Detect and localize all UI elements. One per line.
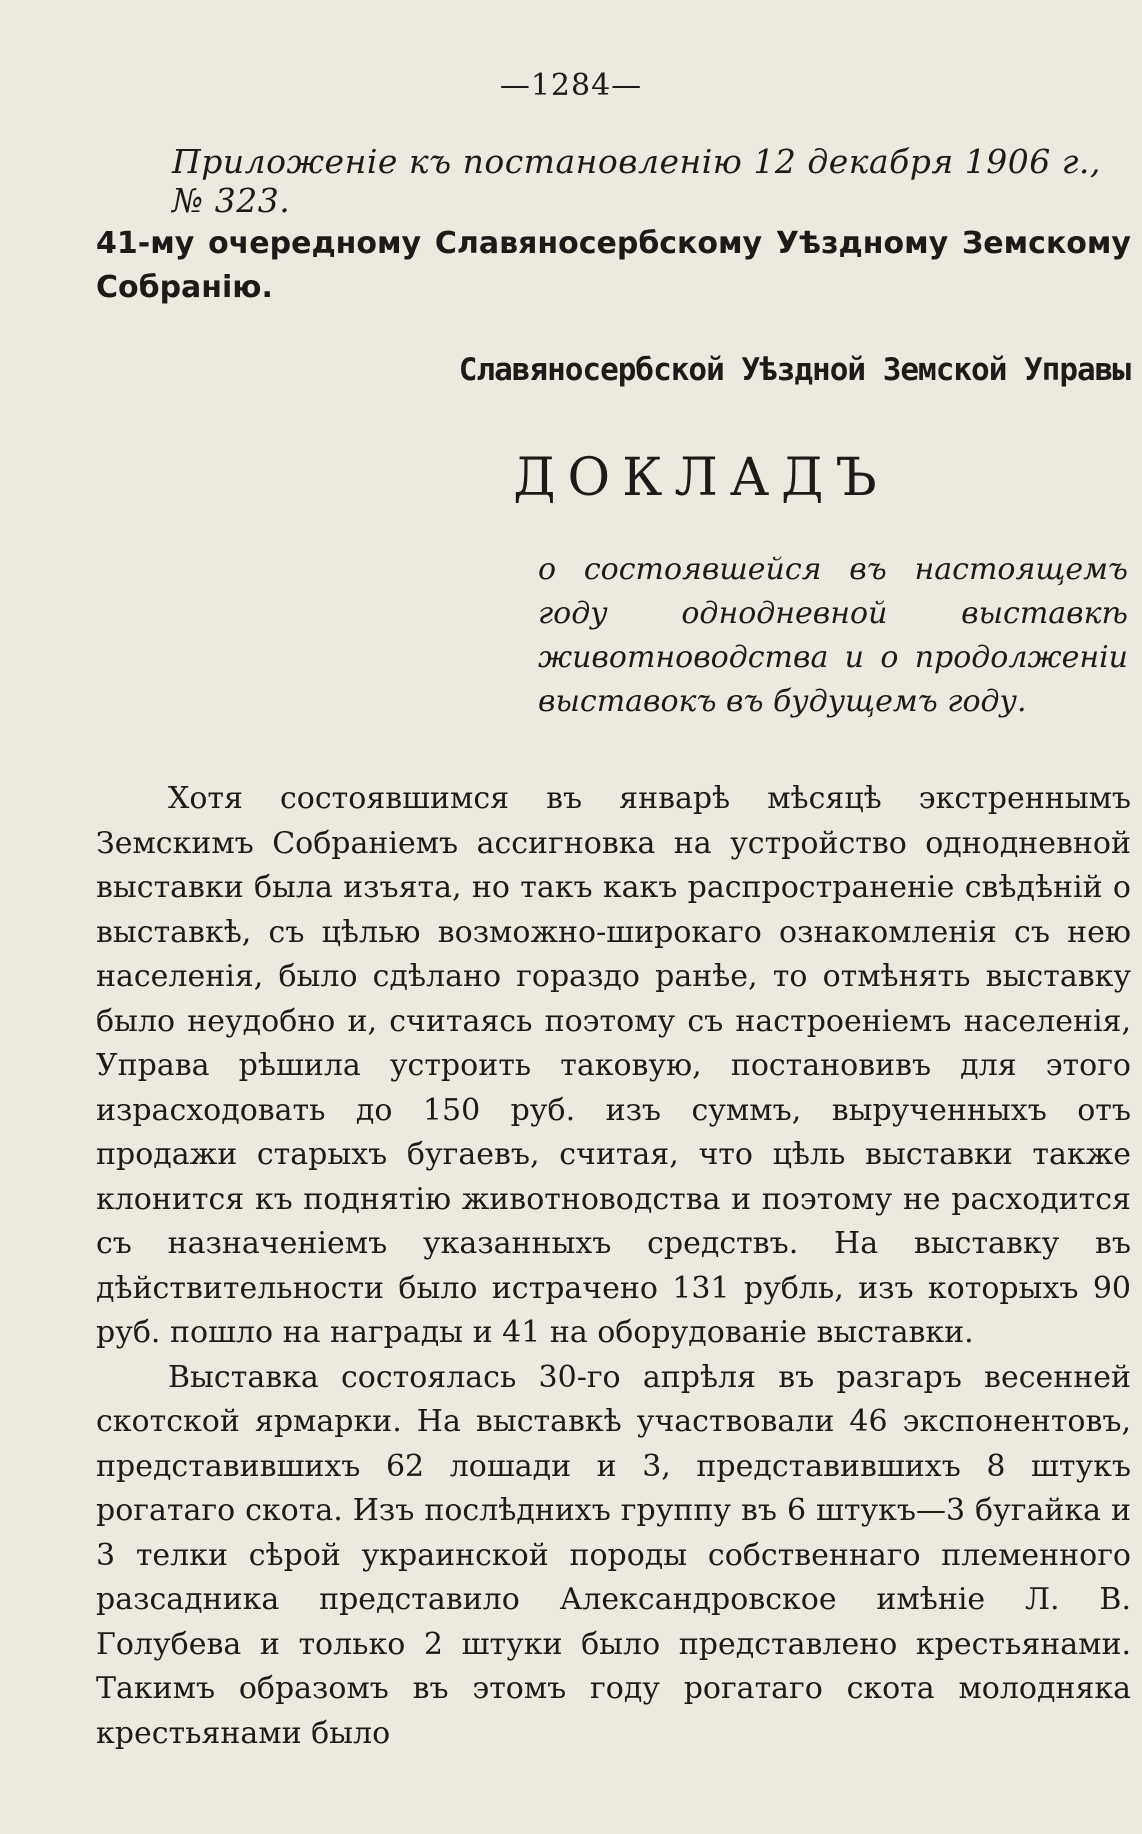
- page-number: —1284—: [499, 68, 643, 103]
- issuer-heading: Славяносербской Уѣздной Земской Управы: [458, 352, 1130, 388]
- appendix-reference: Приложеніе къ постановленію 12 декабря 1906 г., № 323.: [172, 142, 1101, 220]
- paragraph: Хотя состоявшимся въ январѣ мѣсяцѣ экстреннымъ Земскимъ Собраніемъ ассигновка на устройство однодневной выставки была изъята, но такъ какъ распространеніе свѣдѣній о выставкѣ, съ цѣлью возможно-широкаго ознакомленія съ нею населенія, было сдѣлано гораздо ранѣе, то отмѣнять выставку было неудобно и, считаясь поэтому съ настроеніемъ населенія, Управа рѣшила устроить таковую, постановивъ для этого израсходовать до 150 руб. изъ суммъ, вырученныхъ отъ продажи старыхъ бугаевъ, считая, что цѣль выставки также клонится къ поднятію животноводства и поэтому не расходится съ назначеніемъ указанныхъ средствъ. На выставку въ дѣйствительности было истрачено 131 рубль, изъ которыхъ 90 руб. пошло на награды и 41 на оборудованіе выставки.: [96, 781, 1131, 1350]
- document-title: ДОКЛАДЪ: [513, 448, 889, 508]
- report-body: [96, 777, 1131, 1756]
- addressee: 41-му очередному Славяносербскому Уѣздному Земскому Собранію.: [96, 226, 1131, 305]
- paragraph: Выставка состоялась 30-го апрѣля въ разгаръ весенней скотской ярмарки. На выставкѣ участвовали 46 экспонентовъ, представившихъ 62 лошади и 3, представившихъ 8 штукъ рогатаго скота. Изъ послѣднихъ группу въ 6 штукъ—3 бугайка и 3 телки сѣрой украинской породы собственнаго племенного разсадника представило Александровское имѣніе Л. В. Голубева и только 2 штуки было представлено крестьянами. Такимъ образомъ въ этомъ году рогатаго скота молодняка крестьянами было: [96, 1359, 1131, 1751]
- document-subtitle: о состоявшейся въ настоящемъ году однодневной выставкѣ животноводства и о продолженіи выставокъ въ будущемъ году.: [538, 552, 1128, 719]
